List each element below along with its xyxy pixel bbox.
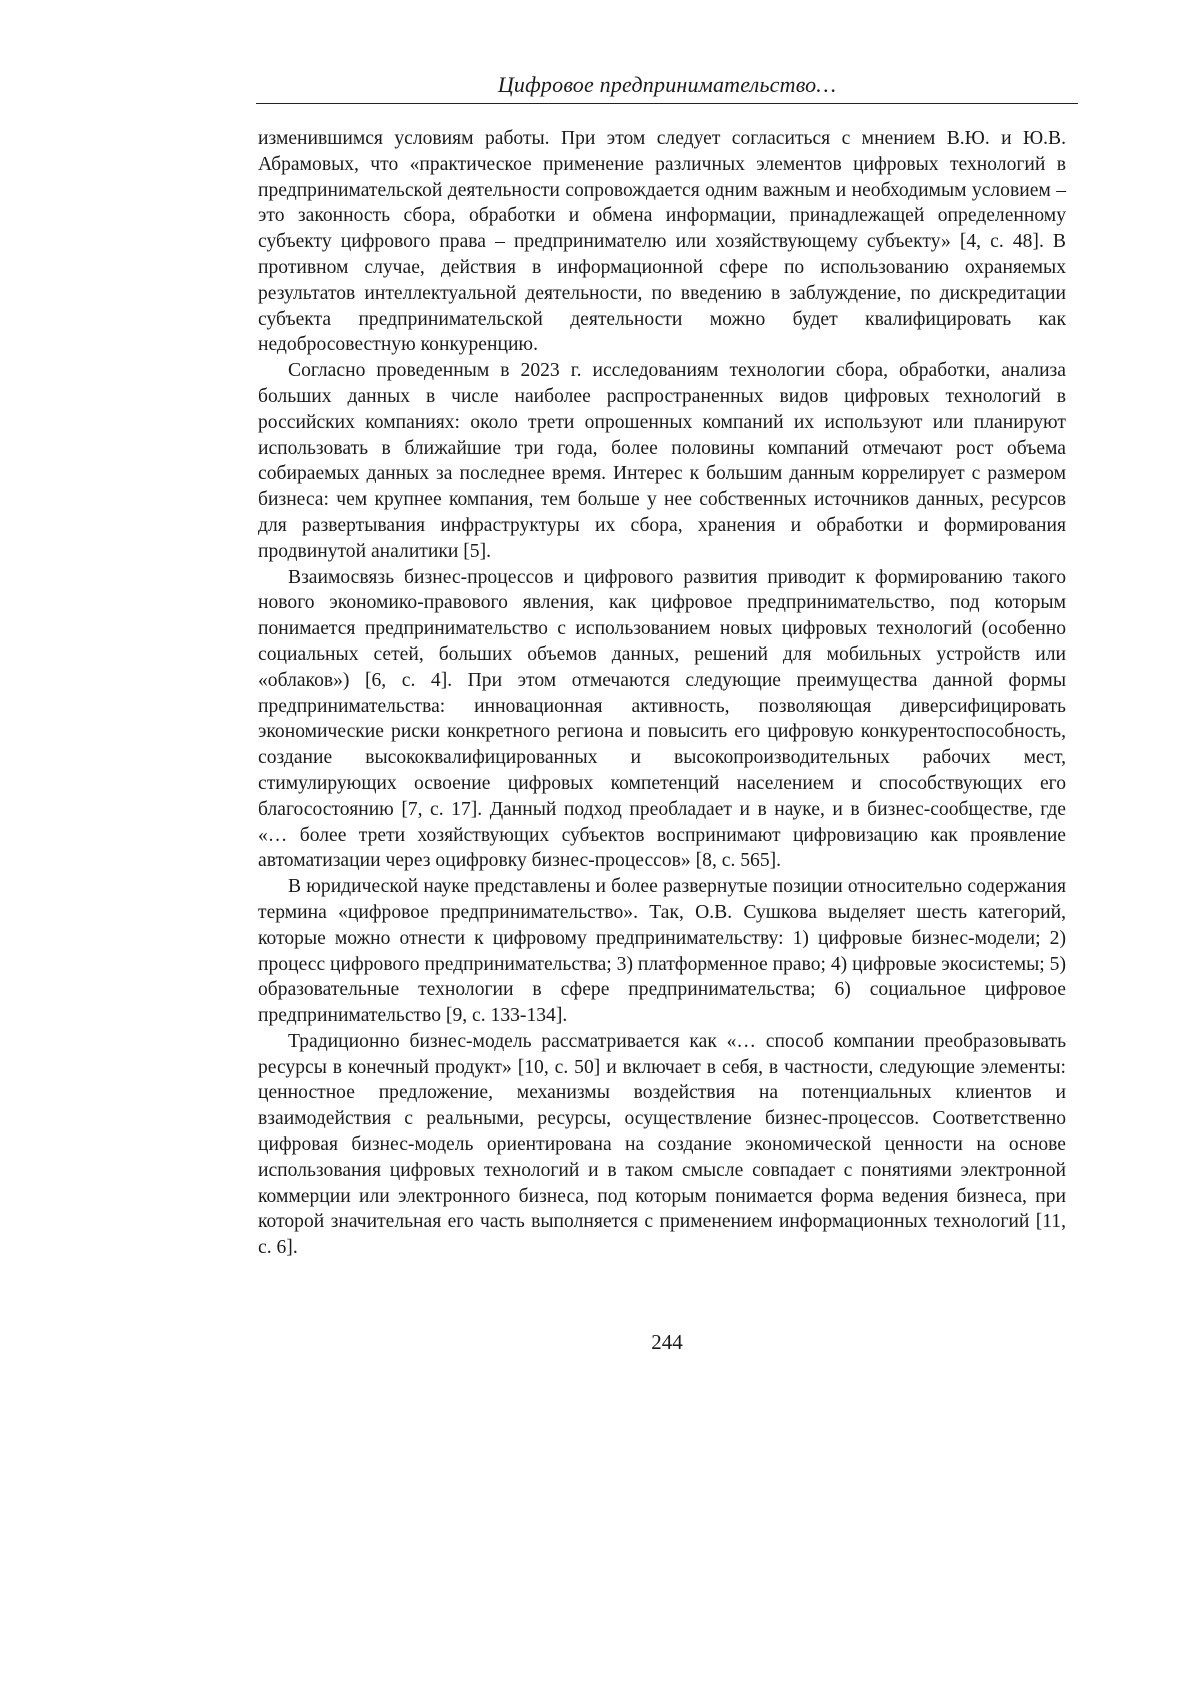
page-number: 244 xyxy=(256,1329,1078,1355)
body-text xyxy=(258,126,1066,1261)
paragraph-4: В юридической науке представлены и более развернутые позиции относительно содержания термина «цифровое предпринимательство». Так, О.В. Сушкова выделяет шесть категорий, которые можно отнести к цифровому предпринимательству: 1) цифровые бизнес-модели; 2) процесс цифрового предпринимательства; 3) платформенное право; 4) цифровые экосистемы; 5) образовательные технологии в сфере предпринимательства; 6) социальное цифровое предпринимательство [9, с. 133-134]. xyxy=(258,874,1066,1029)
paragraph-3: Взаимосвязь бизнес-процессов и цифрового развития приводит к формированию такого нового экономико-правового явления, как цифровое предпринимательство, под которым понимается предпринимательство с использованием новых цифровых технологий (особенно социальных сетей, больших объемов данных, решений для мобильных устройств или «облаков») [6, с. 4]. При этом отмечаются следующие преимущества данной формы предпринимательства: инновационная активность, позволяющая диверсифицировать экономические риски конкретного региона и повысить его цифровую конкурентоспособность, создание высококвалифицированных и высокопроизводительных рабочих мест, стимулирующих освоение цифровых компетенций населением и способствующих его благосостоянию [7, с. 17]. Данный подход преобладает и в науке, и в бизнес-сообществе, где «… более трети хозяйствующих субъектов воспринимают цифровизацию как проявление автоматизации через оцифровку бизнес-процессов» [8, с. 565]. xyxy=(258,565,1066,875)
document-page xyxy=(0,0,1200,1697)
paragraph-1-continuation: изменившимся условиям работы. При этом следует согласиться с мнением В.Ю. и Ю.В. Абрамовых, что «практическое применение различных элементов цифровых технологий в предпринимательской деятельности сопровождается одним важным и необходимым условием – это законность сбора, обработки и обмена информации, принадлежащей определенному субъекту цифрового права – предпринимателю или хозяйствующему субъекту» [4, с. 48]. В противном случае, действия в информационной сфере по использованию охраняемых результатов интеллектуальной деятельности, по введению в заблуждение, по дискредитации субъекта предпринимательской деятельности можно будет квалифицировать как недобросовестную конкуренцию. xyxy=(258,126,1066,358)
running-header-title: Цифровое предпринимательство… xyxy=(256,72,1078,98)
paragraph-5: Традиционно бизнес-модель рассматривается как «… способ компании преобразовывать ресурсы в конечный продукт» [10, с. 50] и включает в себя, в частности, следующие элементы: ценностное предложение, механизмы воздействия на потенциальных клиентов и взаимодействия с реальными, ресурсы, осуществление бизнес-процессов. Соответственно цифровая бизнес-модель ориентирована на создание экономической ценности на основе использования цифровых технологий и в таком смысле совпадает с понятиями электронной коммерции или электронного бизнеса, под которым понимается форма ведения бизнеса, при которой значительная его часть выполняется с применением информационных технологий [11, с. 6]. xyxy=(258,1029,1066,1261)
paragraph-2: Согласно проведенным в 2023 г. исследованиям технологии сбора, обработки, анализа больших данных в числе наиболее распространенных видов цифровых технологий в российских компаниях: около трети опрошенных компаний их используют или планируют использовать в ближайшие три года, более половины компаний отмечают рост объема собираемых данных за последнее время. Интерес к большим данным коррелирует с размером бизнеса: чем крупнее компания, тем больше у нее собственных источников данных, ресурсов для развертывания инфраструктуры их сбора, хранения и обработки и формирования продвинутой аналитики [5]. xyxy=(258,358,1066,564)
header-rule-divider xyxy=(256,103,1078,104)
